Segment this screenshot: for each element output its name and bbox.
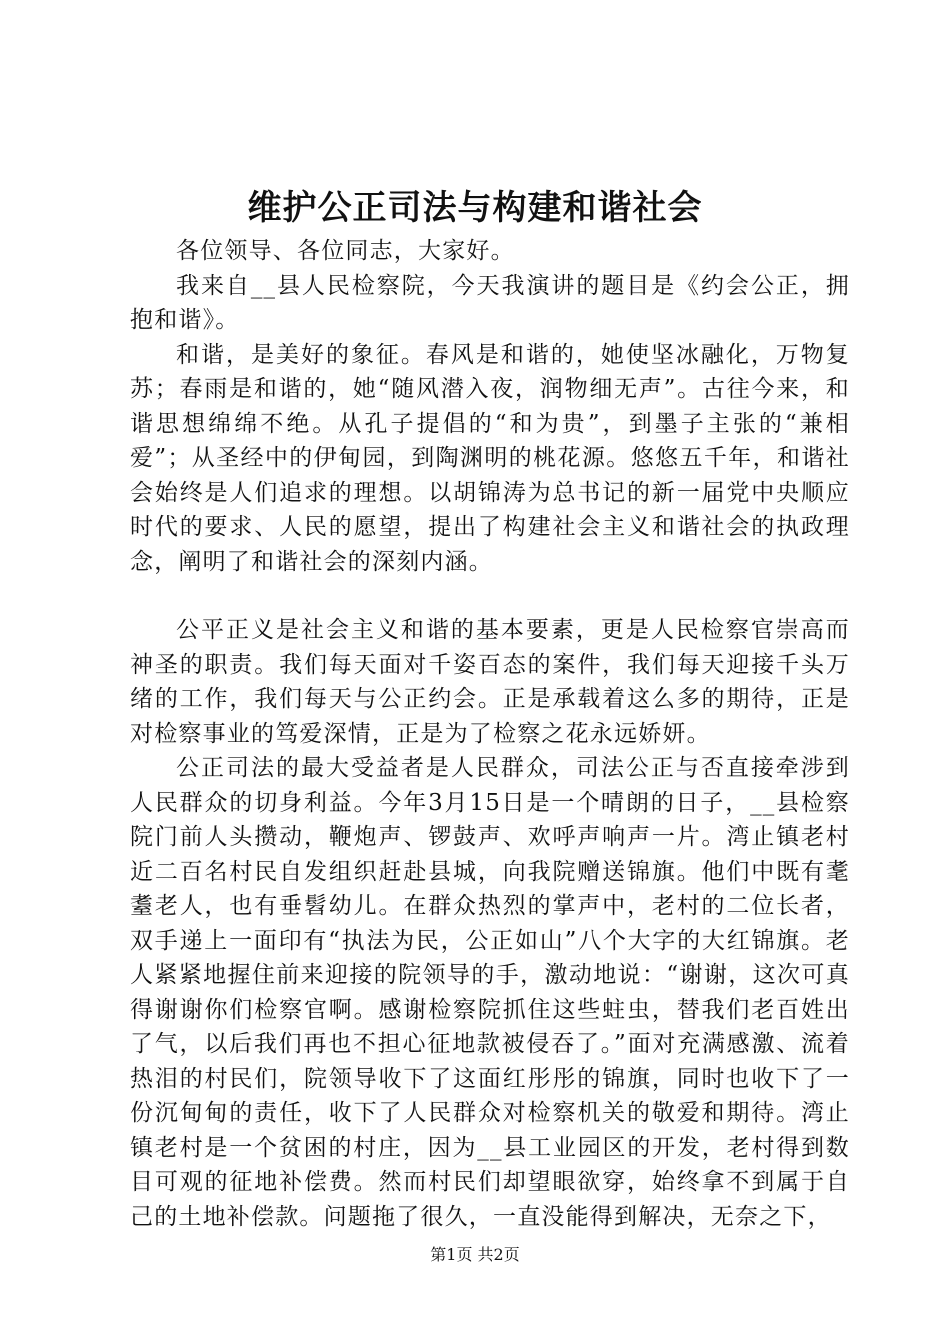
greeting-paragraph: 各位领导、各位同志，大家好。 [176, 238, 515, 264]
justice-paragraph: 公平正义是社会主义和谐的基本要素，更是人民检察官崇高而神圣的职责。我们每天面对千姿百态的案件，我们每天迎接千头万绪的工作，我们每天与公正约会。正是承载着这么多的期待，正是对检察事业的笃爱深情，正是为了检察之花永远娇妍。 [130, 617, 850, 747]
intro-paragraph: 我来自__县人民检察院，今天我演讲的题目是《约会公正，拥抱和谐》。 [130, 272, 850, 333]
story-paragraph: 公正司法的最大受益者是人民群众，司法公正与否直接牵涉到人民群众的切身利益。今年3月15日是一个晴朗的日子，__县检察院门前人头攒动，鞭炮声、锣鼓声、欢呼声响声一片。湾止镇老村近二百名村民自发组织赶赴县城，向我院赠送锦旗。他们中既有耄耋老人，也有垂髫幼儿。在群众热烈的掌声中，老村的二位长者，双手递上一面印有“执法为民，公正如山”八个大字的大红锦旗。老人紧紧地握住前来迎接的院领导的手，激动地说：“谢谢，这次可真得谢谢你们检察官啊。感谢检察院抓住这些蛀虫，替我们老百姓出了气，以后我们再也不担心征地款被侵吞了。”面对充满感激、流着热泪的村民们，院领导收下了这面红彤彤的锦旗，同时也收下了一份沉甸甸的责任，收下了人民群众对检察机关的敬爱和期待。湾止镇老村是一个贫困的村庄，因为__县工业园区的开发，老村得到数目可观的征地补偿费。然而村民们却望眼欲穿，始终拿不到属于自己的土地补偿款。问题拖了很久，一直没能得到解决，无奈之下， [130, 755, 850, 1230]
document-body [130, 234, 850, 1234]
document-title: 维护公正司法与构建和谐社会 [247, 188, 703, 228]
page-number-footer: 第1页 共2页 [430, 1245, 520, 1264]
harmony-paragraph: 和谐，是美好的象征。春风是和谐的，她使坚冰融化，万物复苏；春雨是和谐的，她“随风潜入夜，润物细无声”。古往今来，和谐思想绵绵不绝。从孔子提倡的“和为贵”，到墨子主张的“兼相爱”；从圣经中的伊甸园，到陶渊明的桃花源。悠悠五千年，和谐社会始终是人们追求的理想。以胡锦涛为总书记的新一届党中央顺应时代的要求、人民的愿望，提出了构建社会主义和谐社会的执政理念，阐明了和谐社会的深刻内涵。 [130, 341, 850, 575]
